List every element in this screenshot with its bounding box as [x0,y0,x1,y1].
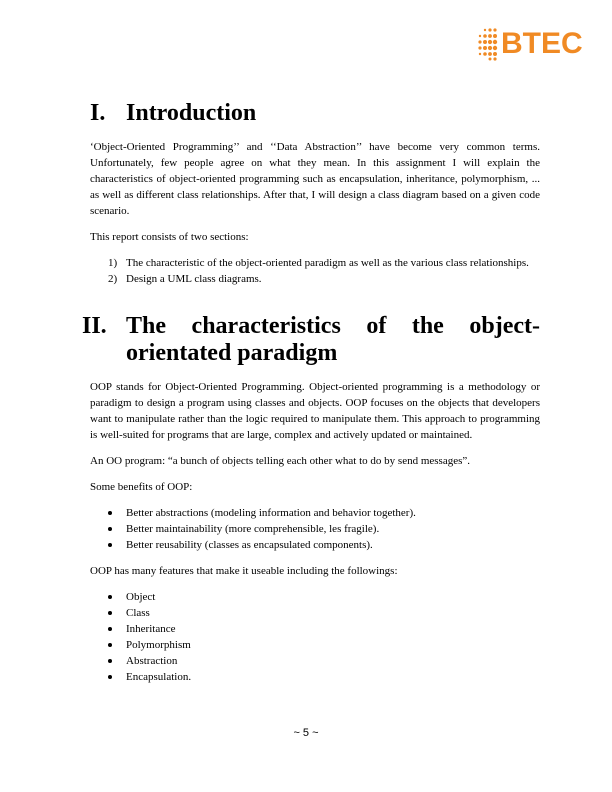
list-item: Polymorphism [90,637,540,653]
list-item: Encapsulation. [90,669,540,685]
list-item: 1) The characteristic of the object-oriented paradigm as well as the various class relationships. [108,257,529,269]
list-item: 2) Design a UML class diagrams. [108,273,262,285]
btec-logo [476,22,598,66]
list-item: Better reusability (classes as encapsulated components). [90,537,540,553]
document-body [82,100,540,685]
list-item: Abstraction [90,653,540,669]
page-number: ~ 5 ~ [293,727,319,739]
section-heading-introduction [90,100,540,127]
benefits-list [90,505,540,553]
list-item: Better abstractions (modeling information and behavior together). [90,505,540,521]
section-title: Introduction [126,100,257,126]
features-list [90,589,540,685]
section-number: I. [90,100,106,126]
list-item: Object [90,589,540,605]
section-number: II. [82,313,107,339]
benefits-intro-paragraph: Some benefits of OOP: [90,481,193,493]
section-heading-characteristics [82,313,540,367]
list-item: Better maintainability (more comprehensible, les fragile). [90,521,540,537]
oop-definition-paragraph: OOP stands for Object-Oriented Programming. Object-oriented programming is a methodology or paradigm to design a program using classes and objects. OOP focuses on the objects that developers want to manipulate rather than the logic required to manipulate them. This approach to programming is well-suited for programs that are large, complex and actively updated or maintained. [90,381,540,441]
report-sections-paragraph: This report consists of two sections: [90,231,249,243]
features-intro-paragraph: OOP has many features that make it useable including the followings: [90,565,398,577]
section-title: The characteristics of the object- orientated paradigm [126,313,540,366]
sections-list [90,255,540,287]
intro-paragraph: ‘Object-Oriented Programming’’ and ‘‘Data Abstraction’’ have become very common terms. Unfortunately, few people agree on what they mean. In this assignment I will explain the characteristics of object-oriented programming such as encapsulation, inheritance, polymorphism, ... as well as different class relationships. After that, I will design a class diagram based on a given code scenario. [90,141,540,217]
list-item: Class [90,605,540,621]
oo-program-paragraph: An OO program: “a bunch of objects telling each other what to do by send messages”. [90,455,471,467]
logo-text: BTEC [501,27,583,60]
list-item: Inheritance [90,621,540,637]
dots-icon [476,27,500,61]
